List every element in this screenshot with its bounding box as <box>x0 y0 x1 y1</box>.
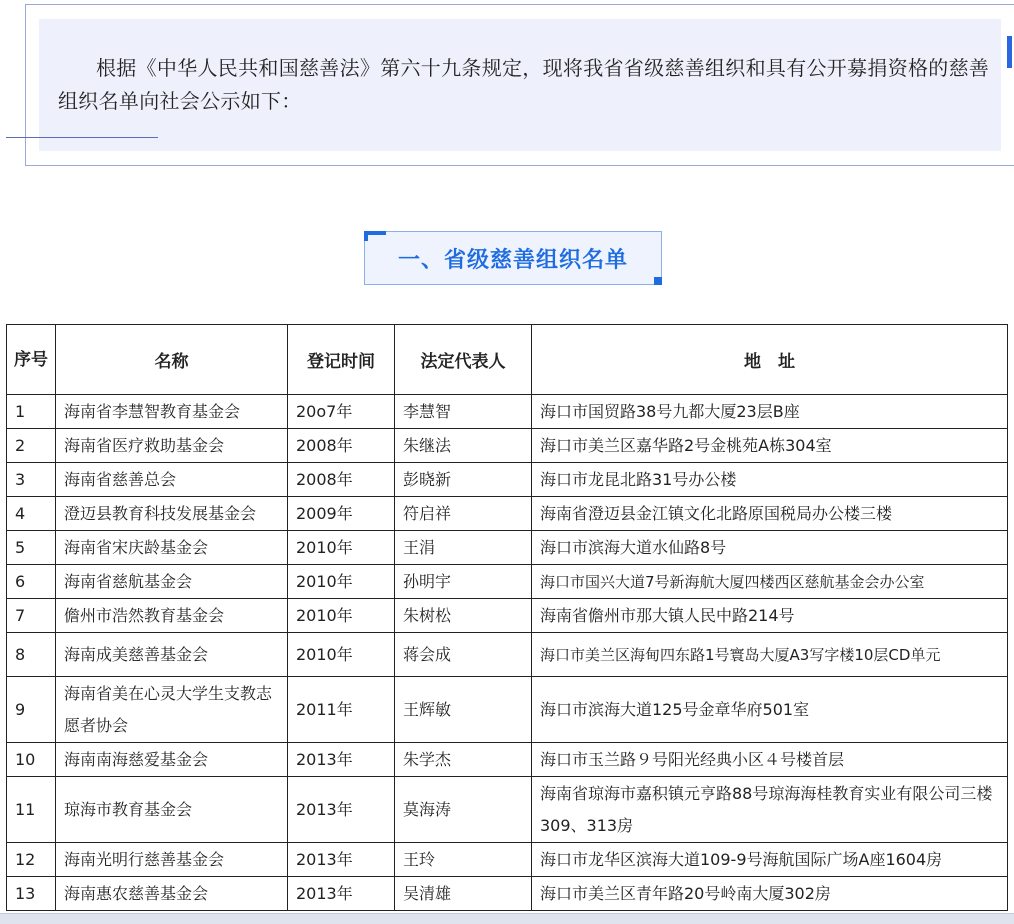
cell-address: 海南省琼海市嘉积镇元亨路88号琼海海桂教育实业有限公司三楼309、313房 <box>532 777 1008 843</box>
cell-name: 海南南海慈爱基金会 <box>56 743 288 777</box>
cell-address: 海口市国贸路38号九都大厦23层B座 <box>532 395 1008 429</box>
cell-representative: 王玲 <box>395 843 532 877</box>
cell-date: 2010年 <box>288 633 395 677</box>
cell-index: 1 <box>7 395 56 429</box>
cell-representative: 符启祥 <box>395 497 532 531</box>
cell-representative: 朱学杰 <box>395 743 532 777</box>
header-date: 登记时间 <box>288 325 395 395</box>
section-corner-bottom <box>654 277 662 285</box>
table-row <box>7 463 1008 497</box>
cell-representative: 蒋会成 <box>395 633 532 677</box>
intro-divider <box>6 137 158 138</box>
cell-address: 海南省儋州市那大镇人民中路214号 <box>532 599 1008 633</box>
cell-index: 3 <box>7 463 56 497</box>
table-row <box>7 743 1008 777</box>
table-row <box>7 843 1008 877</box>
header-name: 名称 <box>56 325 288 395</box>
cell-index: 12 <box>7 843 56 877</box>
side-accent-mark <box>1007 36 1012 68</box>
cell-name: 海南省慈善总会 <box>56 463 288 497</box>
cell-index: 10 <box>7 743 56 777</box>
cell-date: 2010年 <box>288 599 395 633</box>
cell-address: 海口市国兴大道7号新海航大厦四楼西区慈航基金会办公室 <box>532 565 1008 599</box>
table-row <box>7 777 1008 843</box>
cell-address: 海口市美兰区海甸四东路1号寰岛大厦A3写字楼10层CD单元 <box>532 633 1008 677</box>
cell-address: 海南省澄迈县金江镇文化北路原国税局办公楼三楼 <box>532 497 1008 531</box>
cell-address: 海口市美兰区嘉华路2号金桃苑A栋304室 <box>532 429 1008 463</box>
cell-name: 海南成美慈善基金会 <box>56 633 288 677</box>
cell-name: 海南省慈航基金会 <box>56 565 288 599</box>
cell-representative: 朱树松 <box>395 599 532 633</box>
cell-date: 2009年 <box>288 497 395 531</box>
cell-date: 2008年 <box>288 429 395 463</box>
cell-index: 4 <box>7 497 56 531</box>
cell-representative: 李慧智 <box>395 395 532 429</box>
table-row <box>7 531 1008 565</box>
table-row <box>7 877 1008 911</box>
cell-representative: 王辉敏 <box>395 677 532 743</box>
cell-address: 海口市滨海大道水仙路8号 <box>532 531 1008 565</box>
cell-index: 13 <box>7 877 56 911</box>
cell-index: 6 <box>7 565 56 599</box>
cell-name: 海南省宋庆龄基金会 <box>56 531 288 565</box>
cell-representative: 彭晓新 <box>395 463 532 497</box>
cell-index: 5 <box>7 531 56 565</box>
cell-date: 2010年 <box>288 531 395 565</box>
cell-address: 海口市美兰区青年路20号岭南大厦302房 <box>532 877 1008 911</box>
cell-name: 海南省李慧智教育基金会 <box>56 395 288 429</box>
cell-address: 海口市滨海大道125号金章华府501室 <box>532 677 1008 743</box>
cell-date: 2011年 <box>288 677 395 743</box>
table-header-row <box>7 325 1008 395</box>
cell-name: 儋州市浩然教育基金会 <box>56 599 288 633</box>
cell-name: 琼海市教育基金会 <box>56 777 288 843</box>
cell-index: 2 <box>7 429 56 463</box>
cell-representative: 莫海涛 <box>395 777 532 843</box>
cell-address: 海口市龙华区滨海大道109-9号海航国际广场A座1604房 <box>532 843 1008 877</box>
cell-name: 澄迈县教育科技发展基金会 <box>56 497 288 531</box>
charity-org-table <box>6 324 1008 911</box>
table-row <box>7 395 1008 429</box>
cell-date: 2013年 <box>288 877 395 911</box>
header-address: 地 址 <box>532 325 1008 395</box>
cell-index: 9 <box>7 677 56 743</box>
cell-date: 2013年 <box>288 743 395 777</box>
cell-index: 11 <box>7 777 56 843</box>
table-row <box>7 497 1008 531</box>
cell-name: 海南惠农慈善基金会 <box>56 877 288 911</box>
cell-date: 2013年 <box>288 843 395 877</box>
cell-date: 2010年 <box>288 565 395 599</box>
cell-date: 20o7年 <box>288 395 395 429</box>
table-row <box>7 565 1008 599</box>
cell-index: 7 <box>7 599 56 633</box>
cell-name: 海南省医疗救助基金会 <box>56 429 288 463</box>
cell-address: 海口市玉兰路９号阳光经典小区４号楼首层 <box>532 743 1008 777</box>
intro-paragraph: 根据《中华人民共和国慈善法》第六十九条规定，现将我省省级慈善组织和具有公开募捐资格的慈善组织名单向社会公示如下： <box>58 56 990 113</box>
bottom-scroll-bar[interactable] <box>0 913 1014 924</box>
cell-representative: 吴清雄 <box>395 877 532 911</box>
table-row <box>7 633 1008 677</box>
header-index: 序号 <box>7 325 56 395</box>
cell-address: 海口市龙昆北路31号办公楼 <box>532 463 1008 497</box>
cell-date: 2013年 <box>288 777 395 843</box>
cell-representative: 王涓 <box>395 531 532 565</box>
cell-representative: 孙明宇 <box>395 565 532 599</box>
cell-name: 海南省美在心灵大学生支教志愿者协会 <box>56 677 288 743</box>
header-representative: 法定代表人 <box>395 325 532 395</box>
cell-representative: 朱继法 <box>395 429 532 463</box>
cell-date: 2008年 <box>288 463 395 497</box>
section-corner-left <box>364 231 368 241</box>
table-row <box>7 599 1008 633</box>
table-row <box>7 677 1008 743</box>
table-row <box>7 429 1008 463</box>
section-title: 一、省级慈善组织名单 <box>364 231 662 285</box>
cell-index: 8 <box>7 633 56 677</box>
cell-name: 海南光明行慈善基金会 <box>56 843 288 877</box>
